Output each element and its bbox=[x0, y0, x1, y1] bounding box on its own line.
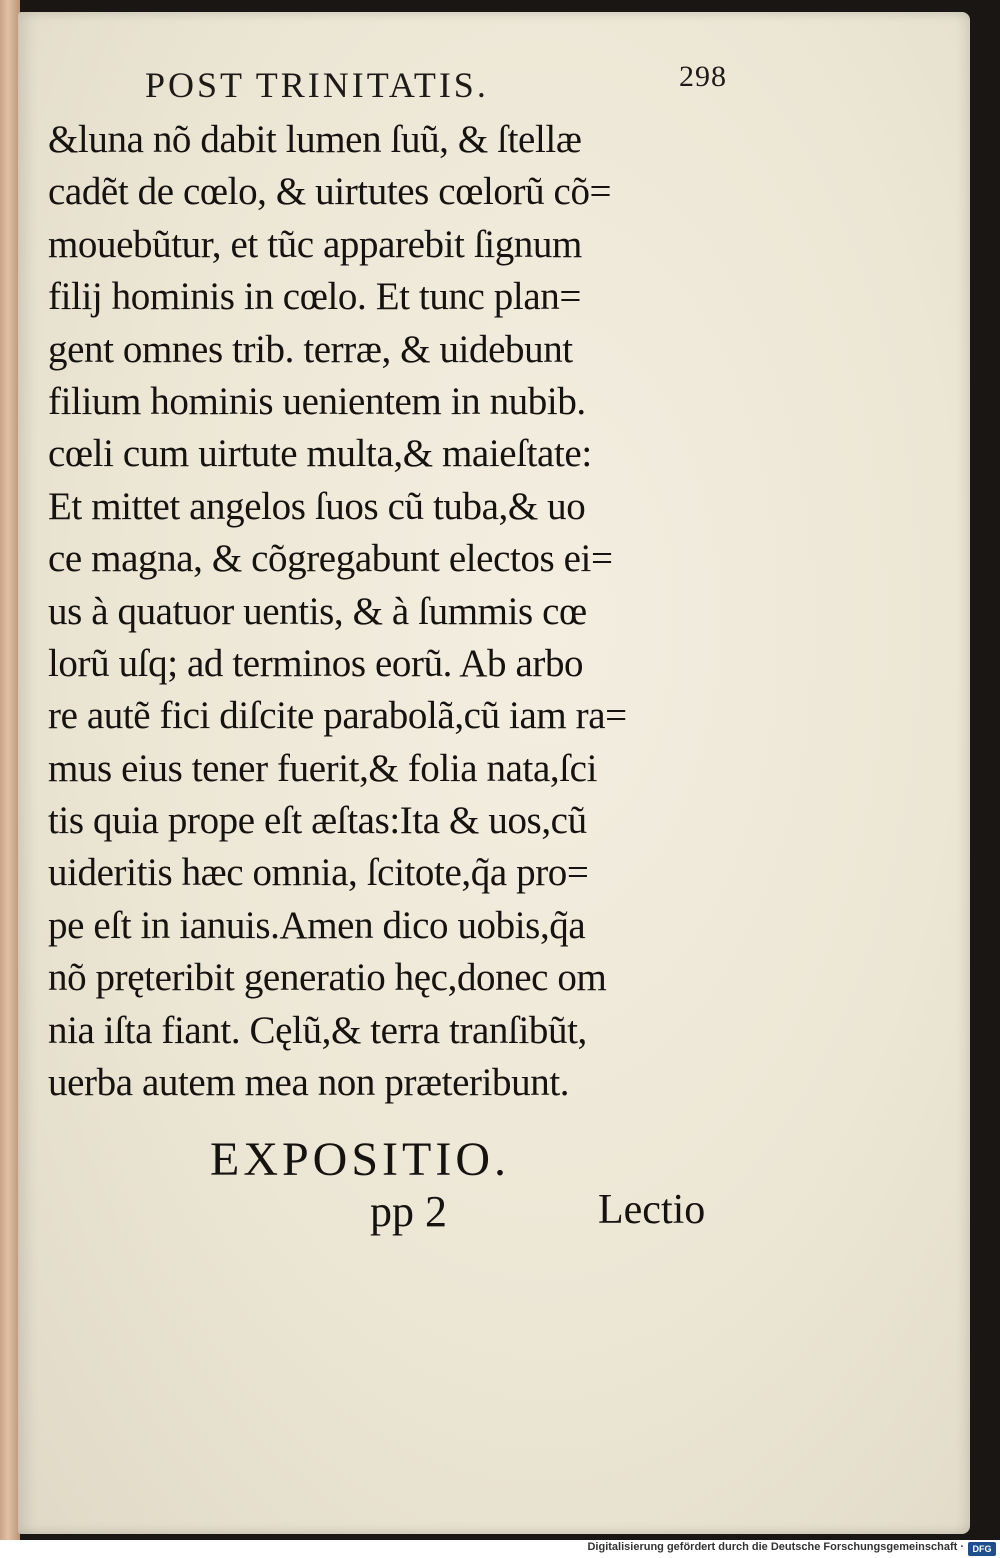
text-line: filium hominis uenientem in nubib. bbox=[48, 379, 586, 423]
text-line: nõ pręteribit generatio hęc,donec om bbox=[48, 956, 607, 1000]
dfg-logo-icon[interactable]: DFG bbox=[968, 1542, 996, 1556]
text-line: mus eius tener fuerit,& folia nata,ſci bbox=[48, 746, 598, 790]
footer-credit: Digitalisierung gefördert durch die Deutsche Forschungsgemeinschaft · bbox=[587, 1541, 964, 1553]
page-number: 298 bbox=[679, 60, 727, 93]
running-title: POST TRINITATIS. bbox=[145, 65, 489, 105]
text-line: filij hominis in cœlo. Et tunc plan= bbox=[48, 275, 581, 319]
section-heading: EXPOSITIO. bbox=[210, 1133, 510, 1186]
running-head bbox=[145, 60, 727, 108]
footer-bar bbox=[0, 1540, 1000, 1558]
text-line: uerba autem mea non præteribunt. bbox=[48, 1061, 570, 1105]
catchword: Lectio bbox=[598, 1187, 706, 1233]
text-line: cadẽt de cœlo, & uirtutes cœlorũ cõ= bbox=[48, 170, 612, 214]
text-line: &luna nõ dabit lumen ſuũ, & ſtellæ bbox=[48, 118, 582, 161]
text-line: nia iſta fiant. Cęlũ,& terra tranſibũt, bbox=[48, 1008, 587, 1052]
book-edge bbox=[0, 0, 20, 1540]
text-line: gent omnes trib. terræ, & uidebunt bbox=[48, 327, 573, 371]
text-line: us à quatuor uentis, & à ſummis cœ bbox=[48, 589, 587, 633]
text-line: tis quia prope eſt æſtas:Ita & uos,cũ bbox=[48, 799, 587, 843]
text-line: re autẽ fici diſcite parabolã,cũ iam ra= bbox=[48, 694, 627, 738]
text-line: ce magna, & cõgregabunt electos ei= bbox=[48, 537, 613, 581]
text-line: lorũ uſq; ad terminos eorũ. Ab arbo bbox=[48, 641, 584, 685]
text-line: pe eſt in ianuis.Amen dico uobis,q̃a bbox=[48, 903, 586, 947]
signature-mark: pp 2 bbox=[370, 1187, 447, 1236]
text-line: Et mittet angelos ſuos cũ tuba,& uo bbox=[48, 484, 586, 528]
text-line: uideritis hæc omnia, ſcitote,q̃a pro= bbox=[48, 851, 589, 895]
text-line: cœli cum uirtute multa,& maieſtate: bbox=[48, 432, 592, 476]
body-text bbox=[48, 114, 738, 1109]
text-line: mouebũtur, et tũc apparebit ſignum bbox=[48, 222, 582, 266]
